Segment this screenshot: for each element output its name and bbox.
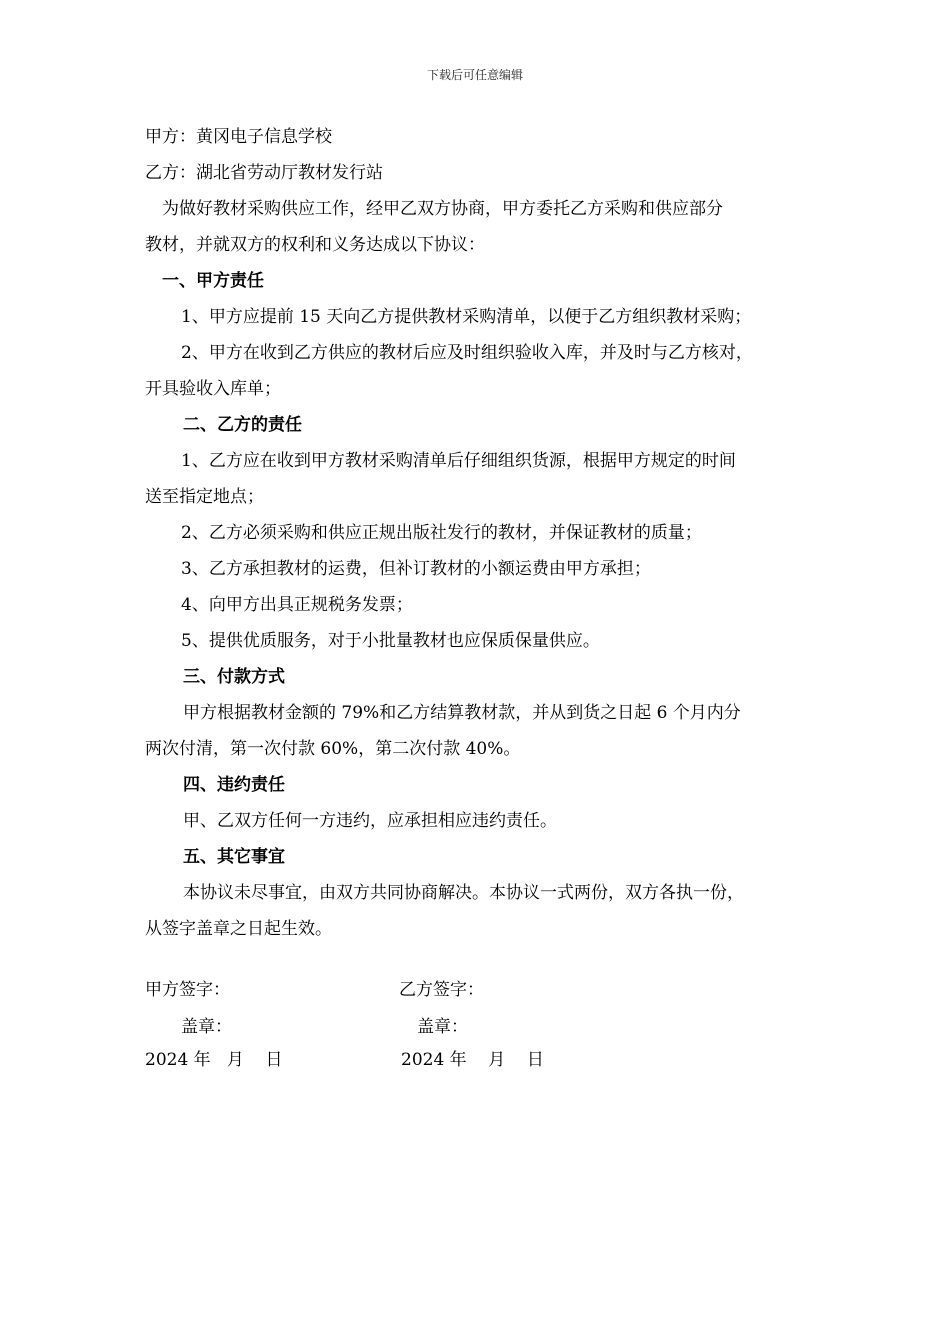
party-a: 甲方：黄冈电子信息学校 bbox=[145, 127, 332, 147]
agreement-body bbox=[145, 119, 825, 947]
section-2-item-3: 3、乙方承担教材的运费，但补订教材的小额运费由甲方承担； bbox=[181, 559, 651, 579]
section-4-text: 甲、乙双方任何一方违约，应承担相应违约责任。 bbox=[183, 811, 557, 831]
section-2-title: 二、乙方的责任 bbox=[183, 415, 302, 435]
party-b-date: 2024 年 月 日 bbox=[401, 1050, 544, 1070]
section-3-text-b: 两次付清，第一次付款 60%，第二次付款 40%。 bbox=[145, 739, 521, 759]
party-b-seal-label: 盖章： bbox=[417, 1017, 468, 1037]
preamble-line-2: 教材，并就双方的权利和义务达成以下协议： bbox=[145, 235, 485, 255]
section-2-item-1b: 送至指定地点； bbox=[145, 487, 264, 507]
section-2-item-1a: 1、乙方应在收到甲方教材采购清单后仔细组织货源，根据甲方规定的时间 bbox=[181, 451, 736, 471]
section-2-item-4: 4、向甲方出具正规税务发票； bbox=[181, 595, 413, 615]
section-1-item-2a: 2、甲方在收到乙方供应的教材后应及时组织验收入库，并及时与乙方核对， bbox=[181, 343, 753, 363]
section-1-item-2b: 开具验收入库单； bbox=[145, 379, 281, 399]
section-3-text-a: 甲方根据教材金额的 79%和乙方结算教材款，并从到货之日起 6 个月内分 bbox=[183, 703, 741, 723]
section-2-item-2: 2、乙方必须采购和供应正规出版社发行的教材，并保证教材的质量； bbox=[181, 523, 702, 543]
party-a-seal-label: 盖章： bbox=[181, 1017, 232, 1037]
party-b: 乙方：湖北省劳动厅教材发行站 bbox=[145, 163, 383, 183]
section-1-title: 一、甲方责任 bbox=[162, 271, 264, 291]
section-4-title: 四、违约责任 bbox=[183, 775, 285, 795]
party-a-date: 2024 年 月 日 bbox=[145, 1050, 283, 1070]
section-5-text-b: 从签字盖章之日起生效。 bbox=[145, 919, 332, 939]
section-1-item-1: 1、甲方应提前 15 天向乙方提供教材采购清单，以便于乙方组织教材采购； bbox=[181, 307, 752, 327]
section-2-item-5: 5、提供优质服务，对于小批量教材也应保质保量供应。 bbox=[181, 631, 600, 651]
section-3-title: 三、付款方式 bbox=[183, 667, 285, 687]
section-5-title: 五、其它事宜 bbox=[183, 847, 285, 867]
section-5-text-a: 本协议未尽事宜，由双方共同协商解决。本协议一式两份，双方各执一份， bbox=[183, 883, 744, 903]
party-a-signature-label: 甲方签字： bbox=[145, 980, 230, 1000]
header-note: 下载后可任意编辑 bbox=[426, 68, 523, 82]
preamble-line-1: 为做好教材采购供应工作，经甲乙双方协商，甲方委托乙方采购和供应部分 bbox=[162, 199, 723, 219]
party-b-signature-label: 乙方签字： bbox=[399, 980, 484, 1000]
